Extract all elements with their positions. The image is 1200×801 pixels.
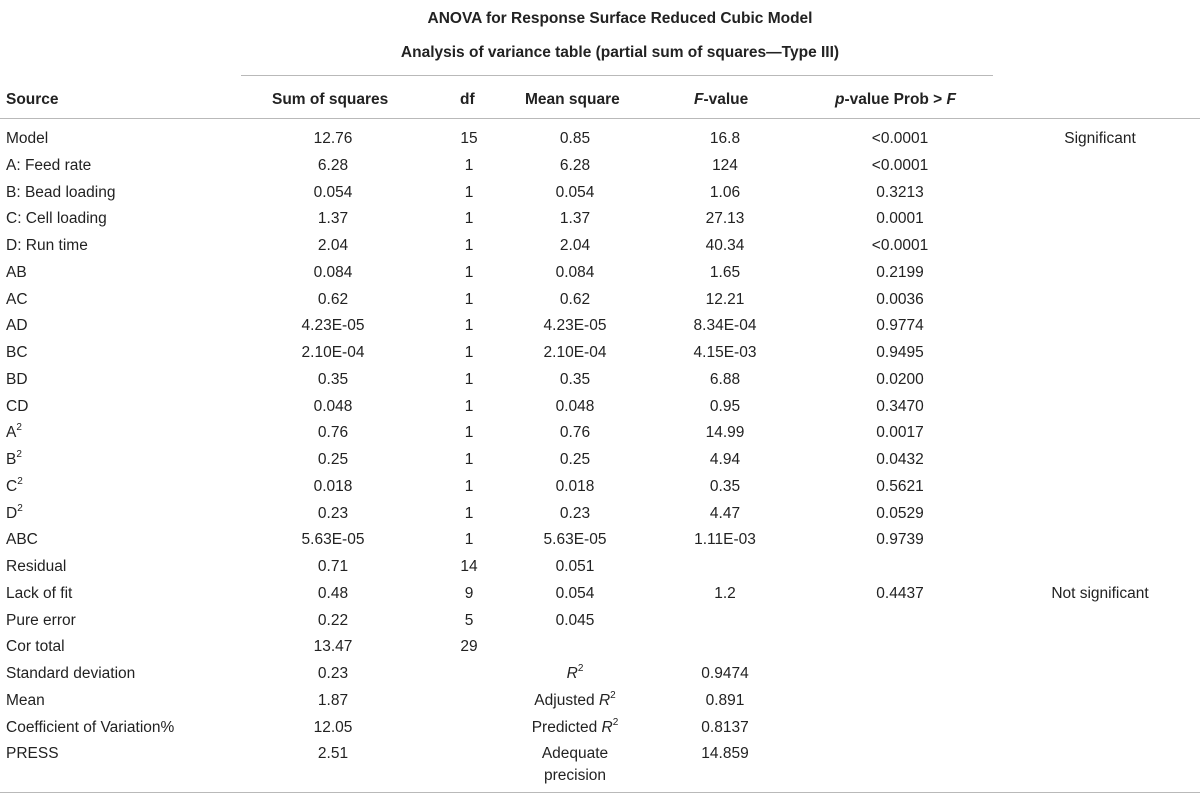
fit-stat-label: Coefficient of Variation%	[6, 718, 175, 736]
row-ms: 2.10E-04	[543, 344, 607, 361]
stat-line2: precision	[543, 767, 607, 785]
row-f: 1.2	[714, 584, 736, 602]
row-source	[6, 184, 246, 202]
fit-stat-value: 12.05	[313, 718, 353, 736]
row-note: Significant	[1064, 130, 1136, 147]
row-df: 1	[464, 531, 474, 549]
row-f: 8.34E-04	[693, 317, 757, 335]
fit-stat-value: 1.87	[317, 691, 349, 709]
superscript: 2	[17, 502, 23, 514]
stat-prefix: Adjusted	[534, 691, 599, 709]
source-label: B: Bead loading	[6, 183, 116, 201]
row-df: 29	[460, 638, 478, 656]
fit-stat-name	[500, 690, 650, 712]
row-p: 0.9739	[876, 531, 924, 549]
row-f: 12.21	[705, 290, 745, 308]
row-ms: 1.37	[559, 210, 591, 228]
row-ms: 0.35	[559, 370, 591, 388]
fit-stat-label: Standard deviation	[6, 665, 136, 682]
stat-symbol: R	[598, 691, 611, 709]
source-label: D: Run time	[6, 237, 88, 254]
row-ms: 0.054	[555, 183, 595, 201]
row-source	[6, 612, 246, 630]
row-f: 1.06	[709, 183, 741, 201]
source-label: A	[6, 424, 17, 442]
row-ss: 13.47	[313, 638, 353, 656]
row-source	[6, 451, 246, 469]
header-mean-square: Mean square	[525, 91, 620, 108]
row-source	[6, 291, 246, 309]
row-df: 1	[464, 424, 474, 442]
row-f: 0.35	[709, 477, 741, 495]
row-note: Not significant	[1051, 584, 1149, 602]
fit-stat-name	[500, 717, 650, 739]
superscript: 2	[17, 475, 23, 487]
row-ss: 0.62	[317, 290, 349, 308]
header-rule	[0, 118, 1200, 119]
row-ss: 0.25	[317, 451, 349, 468]
row-source	[6, 130, 246, 148]
header-df: df	[460, 91, 475, 108]
row-ms: 0.018	[555, 477, 595, 495]
row-ss: 0.76	[317, 424, 349, 442]
fit-stat-name	[500, 743, 650, 787]
row-f: 27.13	[705, 210, 745, 228]
fit-stat-result: 0.9474	[701, 665, 749, 682]
source-label: C: Cell loading	[6, 210, 107, 228]
superscript: 2	[16, 449, 22, 460]
row-p: 0.0017	[876, 424, 924, 442]
row-ms: 0.051	[555, 558, 595, 575]
source-label: Residual	[6, 558, 67, 575]
row-ms: 0.048	[555, 397, 595, 415]
row-ss: 5.63E-05	[301, 531, 365, 549]
row-source	[6, 317, 246, 335]
row-df: 1	[464, 370, 474, 388]
table-subtitle: Analysis of variance table (partial sum of squares—Type III)	[400, 44, 840, 61]
row-p: <0.0001	[871, 237, 929, 254]
fit-stat-value: 0.23	[317, 665, 349, 682]
row-f: 1.65	[709, 263, 741, 281]
row-f: 40.34	[705, 237, 745, 254]
row-f: 6.88	[709, 370, 741, 388]
row-ms: 0.76	[559, 424, 591, 442]
row-p: 0.2199	[876, 263, 924, 281]
source-label: Pure error	[6, 611, 76, 629]
row-source	[6, 264, 246, 282]
row-ss: 0.22	[317, 611, 349, 629]
row-p: 0.0529	[876, 504, 924, 522]
row-p: 0.0200	[876, 370, 924, 388]
stat-prefix: Adequate	[541, 745, 609, 763]
row-df: 14	[460, 558, 478, 575]
top-rule	[241, 75, 993, 76]
row-source	[6, 344, 246, 362]
row-ss: 0.71	[317, 558, 349, 575]
row-ss: 1.37	[317, 210, 349, 228]
table-title: ANOVA for Response Surface Reduced Cubic Model	[427, 10, 813, 27]
row-ss: 12.76	[313, 130, 353, 147]
row-source	[6, 424, 246, 442]
source-label: AD	[6, 317, 28, 335]
stat-symbol: R	[566, 665, 578, 682]
row-ms: 0.25	[559, 451, 591, 468]
source-label: C	[6, 477, 18, 495]
row-source	[6, 157, 246, 175]
source-label: Lack of fit	[6, 584, 73, 602]
row-p: 0.0036	[876, 290, 924, 308]
row-df: 1	[464, 237, 474, 254]
fit-stat-value: 2.51	[317, 745, 349, 763]
superscript: 2	[577, 663, 584, 674]
row-df: 1	[464, 344, 474, 361]
row-source	[6, 237, 246, 255]
fit-stat-result: 0.891	[705, 691, 745, 709]
source-label: CD	[6, 397, 29, 415]
row-ms: 0.23	[559, 504, 591, 522]
row-source	[6, 531, 246, 549]
row-source	[6, 558, 246, 576]
row-f: 16.8	[709, 130, 741, 147]
row-f: 4.15E-03	[693, 344, 757, 361]
source-label: A: Feed rate	[6, 156, 92, 174]
row-p: 0.4437	[876, 584, 924, 602]
row-f: 14.99	[705, 424, 745, 442]
fit-stat-label: PRESS	[6, 745, 59, 763]
row-ss: 0.48	[317, 584, 349, 602]
superscript: 2	[16, 422, 22, 434]
row-ss: 4.23E-05	[301, 317, 365, 335]
source-label: AC	[6, 290, 28, 308]
row-ms: 5.63E-05	[543, 531, 607, 549]
row-ss: 0.048	[313, 397, 353, 415]
row-df: 1	[464, 397, 474, 415]
row-df: 15	[460, 130, 478, 147]
superscript: 2	[610, 689, 616, 701]
row-source	[6, 398, 246, 416]
stat-prefix: Predicted	[531, 718, 602, 736]
row-p: <0.0001	[871, 156, 929, 174]
source-label: Model	[6, 130, 49, 147]
row-ms: 6.28	[559, 156, 591, 174]
row-f: 1.11E-03	[694, 531, 756, 549]
row-df: 1	[464, 504, 474, 522]
row-ss: 2.04	[317, 237, 349, 254]
fit-stat-result: 0.8137	[701, 718, 749, 736]
source-label: ABC	[6, 531, 38, 549]
header-sum-of-squares: Sum of squares	[272, 91, 389, 108]
row-source	[6, 210, 246, 228]
source-label: B	[6, 451, 17, 468]
row-df: 1	[464, 156, 474, 174]
row-ss: 0.054	[313, 183, 353, 201]
source-label: AB	[6, 263, 27, 281]
row-ss: 6.28	[317, 156, 349, 174]
row-df: 9	[464, 584, 474, 602]
row-df: 1	[464, 451, 474, 468]
row-df: 1	[464, 183, 474, 201]
row-ss: 0.084	[313, 263, 353, 281]
row-ms: 2.04	[559, 237, 591, 254]
row-ms: 4.23E-05	[543, 317, 607, 335]
row-df: 1	[464, 263, 474, 281]
row-ss: 0.23	[317, 504, 349, 522]
row-f: 0.95	[709, 397, 741, 415]
bottom-rule	[0, 792, 1200, 793]
row-source	[6, 371, 246, 389]
row-ss: 0.35	[317, 370, 349, 388]
row-df: 1	[464, 317, 474, 335]
source-label: D	[6, 504, 18, 522]
row-source	[6, 638, 246, 656]
row-p: 0.0432	[876, 451, 924, 468]
row-ss: 2.10E-04	[301, 344, 365, 361]
header-f-value: F-value	[694, 91, 749, 108]
row-ms: 0.084	[555, 263, 595, 281]
row-ms: 0.62	[559, 290, 591, 308]
header-source: Source	[6, 91, 59, 108]
stat-symbol: R	[601, 718, 613, 736]
row-p: 0.0001	[876, 210, 924, 228]
row-p: 0.9495	[876, 344, 924, 361]
source-label: Cor total	[6, 638, 65, 656]
row-p: 0.3213	[876, 183, 924, 201]
source-label: BC	[6, 344, 28, 361]
row-p: 0.9774	[876, 317, 924, 335]
row-p: <0.0001	[871, 130, 929, 147]
row-ms: 0.85	[559, 130, 591, 147]
row-df: 1	[464, 290, 474, 308]
row-f: 124	[712, 156, 738, 174]
header-p-value: p-value Prob > F	[835, 91, 957, 108]
row-ms: 0.045	[555, 611, 595, 629]
fit-stat-name	[500, 663, 650, 685]
row-p: 0.5621	[876, 477, 924, 495]
row-source	[6, 475, 246, 496]
row-df: 5	[464, 611, 474, 629]
row-source	[6, 502, 246, 523]
row-p: 0.3470	[876, 397, 924, 415]
row-ss: 0.018	[313, 477, 353, 495]
row-f: 4.47	[709, 504, 741, 522]
row-f: 4.94	[709, 451, 741, 468]
row-df: 1	[464, 477, 474, 495]
source-label: BD	[6, 370, 28, 388]
row-source	[6, 585, 246, 603]
fit-stat-label: Mean	[6, 691, 45, 709]
row-df: 1	[464, 210, 474, 228]
row-ms: 0.054	[555, 584, 595, 602]
superscript: 2	[612, 716, 619, 728]
fit-stat-result: 14.859	[701, 745, 749, 763]
